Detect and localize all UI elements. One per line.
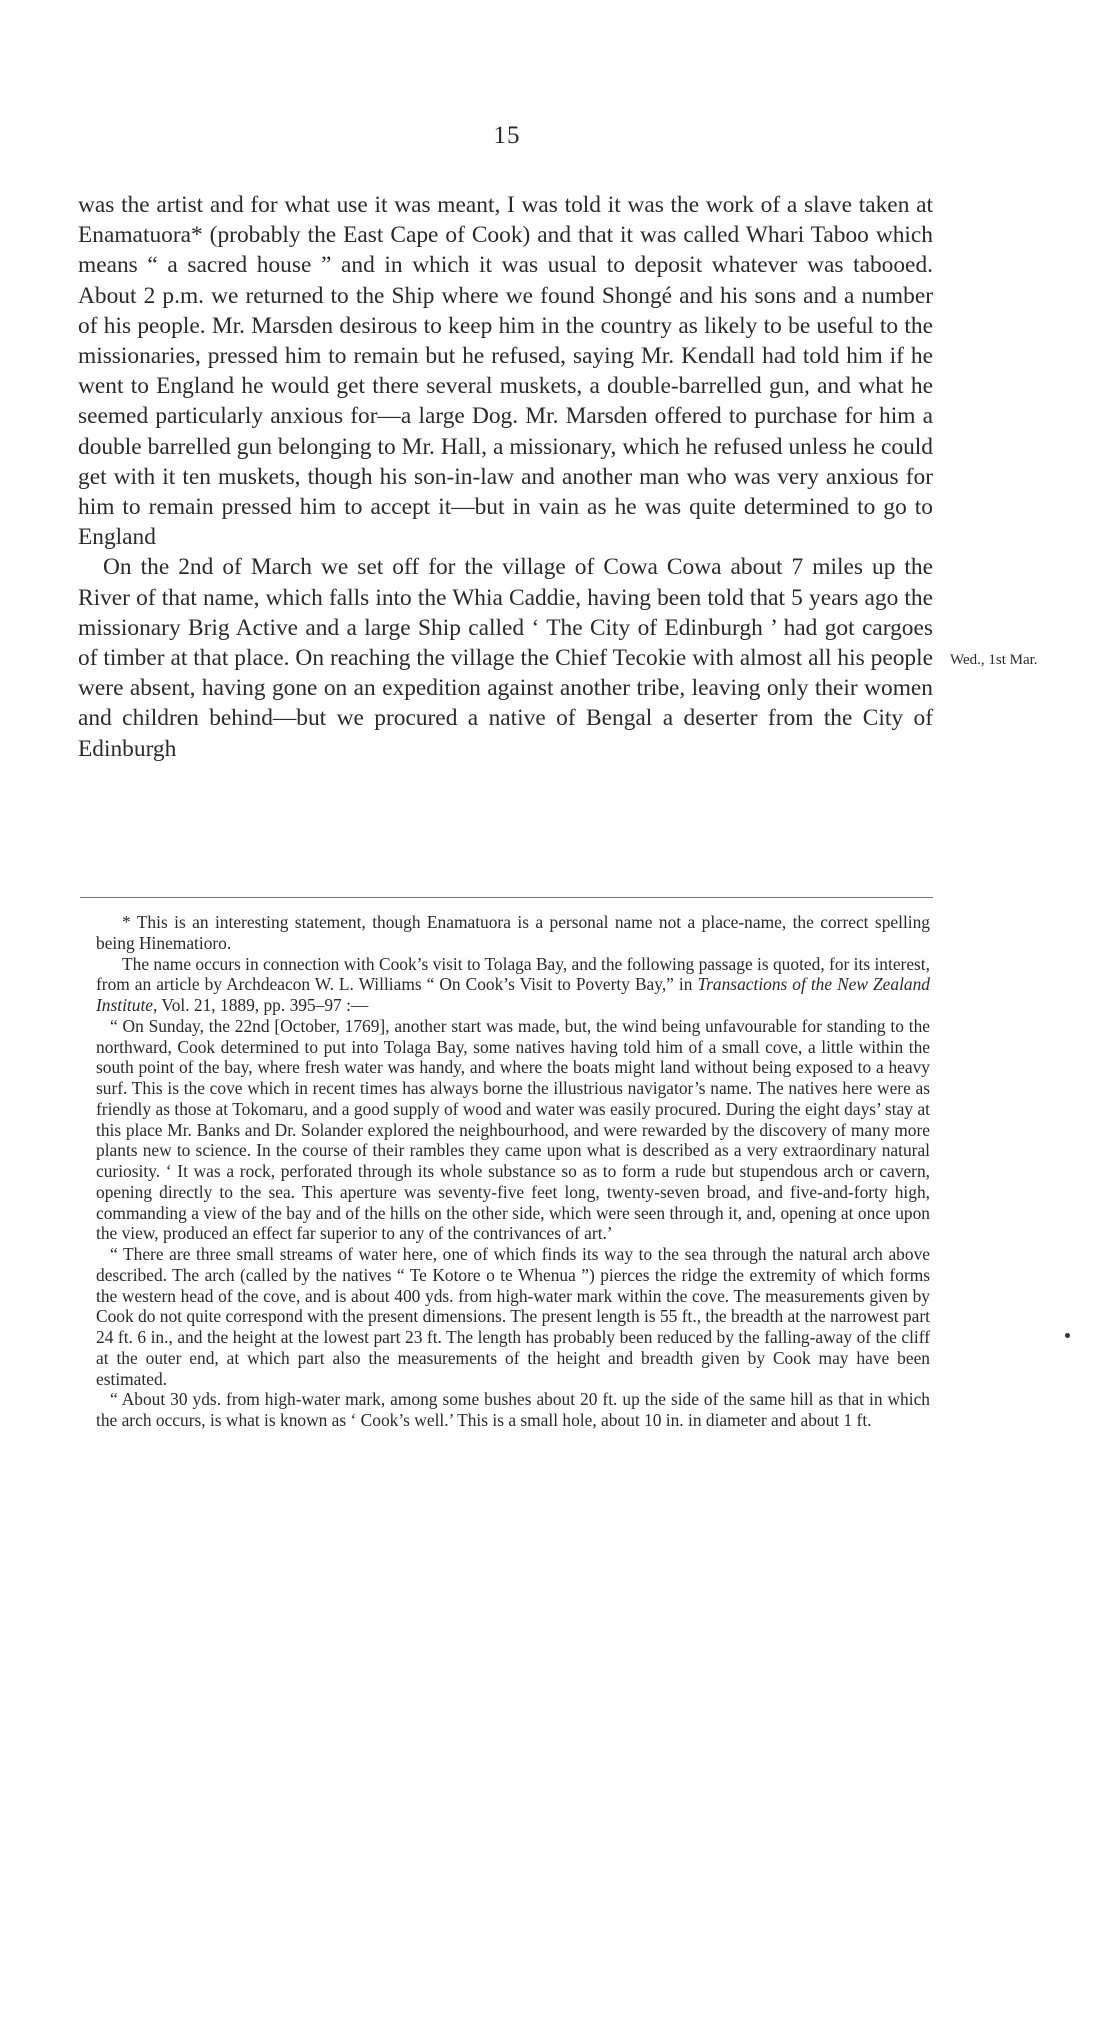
footnote-quote-2: “ There are three small streams of water here, one of which finds its way to the sea through the natural arch above described. The arch (called by the natives “ Te Kotore o te Whenua ”) pierces the ridge the extremity of which forms the western head of the cove, and is about 400 yds. from high-water mark within the cove. The measurements given by Cook do not quite correspond with the present dimensions. The present length is 55 ft., the breadth at the narrowest part 24 ft. 6 in., and the height at the lowest part 23 ft. The length has probably been reduced by the falling-away of the cliff at the outer end, at which part also the measurements of the height and breadth given by Cook may have been estimated.: [96, 1244, 930, 1389]
footnote-2: [96, 954, 930, 1016]
footnote-2-text: The name occurs in connection with Cook’s visit to Tolaga Bay, and the following passage is quoted, for its interest, from an article by Archdeacon W. L. Williams “ On Cook’s Visit to Poverty Bay,” in: [96, 953, 930, 995]
footnotes: [96, 912, 930, 1431]
footnote-divider: [80, 897, 933, 898]
body-paragraph-1: was the artist and for what use it was meant, I was told it was the work of a slave taken at Enamatuora* (probably the East Cape of Cook) and that it was called Whari Taboo which means “ a sacred house ” and in which it was usual to deposit whatever was tabooed. About 2 p.m. we returned to the Ship where we found Shongé and his sons and a number of his people. Mr. Marsden desirous to keep him in the country as likely to be useful to the missionaries, pressed him to remain but he refused, saying Mr. Kendall had told him if he went to England he would get there several muskets, a double-barrelled gun, and what he seemed particularly anxious for—a large Dog. Mr. Marsden offered to purchase for him a double barrelled gun belonging to Mr. Hall, a missionary, which he refused unless he could get with it ten muskets, though his son-in-law and another man who was very anxious for him to remain pressed him to accept it—but in vain as he was quite determined to go to England: [78, 192, 933, 551]
footnote-quote-3: “ About 30 yds. from high-water mark, among some bushes about 20 ft. up the side of the same hill as that in which the arch occurs, is what is known as ‘ Cook’s well.’ This is a small hole, about 10 in. in diameter and about 1 ft.: [96, 1389, 930, 1430]
page-number: 15: [493, 122, 521, 149]
margin-dot: [1065, 1333, 1070, 1338]
footnote-1: * This is an interesting statement, though Enamatuora is a personal name not a place-name, the correct spelling being Hinematioro.: [96, 912, 930, 953]
footnote-quote-1: “ On Sunday, the 22nd [October, 1769], another start was made, but, the wind being unfavourable for standing to the northward, Cook determined to put into Tolaga Bay, some natives having told him of a small cove, a little within the south point of the bay, where fresh water was handy, and where the boats might land without being exposed to a heavy surf. This is the cove which in recent times has always borne the illustrious navigator’s name. The natives here were as friendly as those at Tokomaru, and a good supply of wood and water was easily procured. During the eight days’ stay at this place Mr. Banks and Dr. Solander explored the neighbourhood, and were rewarded by the discovery of many more plants new to science. In the course of their rambles they came upon what is described as a very extraordinary natural curiosity. ‘ It was a rock, perforated through its whole substance so as to form a rude but stupendous arch or cavern, opening directly to the sea. This aperture was seventy-five feet long, twenty-seven broad, and five-and-forty high, commanding a view of the bay and of the hills on the other side, which were seen through it, and, opening at once upon the view, produced an effect far superior to any of the contrivances of art.’: [96, 1015, 930, 1244]
footnote-2-journal-title: Transactions of the New Zealand Institute: [96, 974, 930, 1015]
body-paragraph-2: On the 2nd of March we set off for the village of Cowa Cowa about 7 miles up the River of that name, which falls into the Whia Caddie, having been told that 5 years ago the missionary Brig Active and a large Ship called ‘ The City of Edinburgh ’ had got cargoes of timber at that place. On reaching the village the Chief Tecokie with almost all his people were absent, having gone on an expedition against another tribe, leaving only their women and children behind—but we procured a native of Bengal a deserter from the City of Edinburgh: [78, 554, 933, 762]
margin-note-date: Wed., 1st Mar.: [950, 652, 1038, 668]
main-text: [78, 190, 933, 764]
footnote-2-citation: , Vol. 21, 1889, pp. 395–97 :—: [153, 995, 369, 1015]
